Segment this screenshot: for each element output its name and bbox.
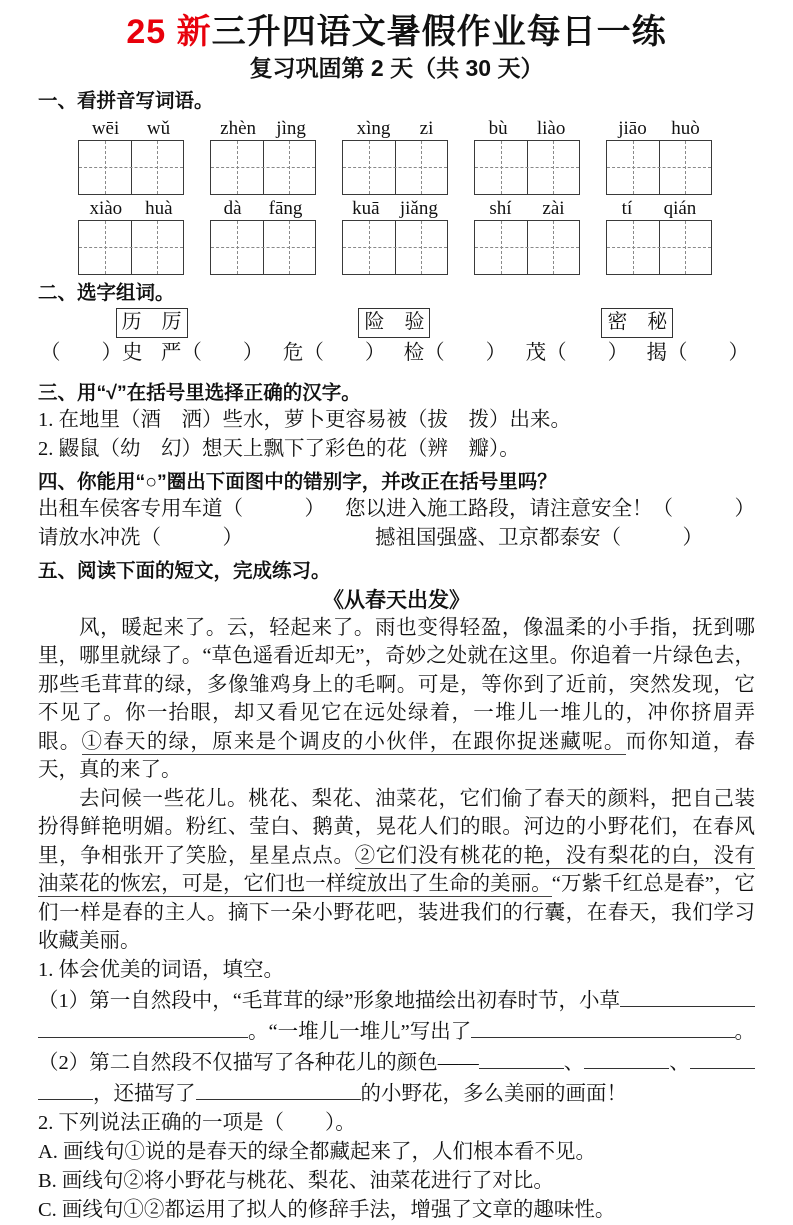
choose-character-groups [40, 308, 749, 368]
answer-blank [479, 1047, 564, 1069]
writing-grid [210, 220, 316, 275]
pinyin-syllable: wǔ [146, 117, 171, 139]
answer-blank [471, 1016, 734, 1038]
pinyin-group [210, 115, 316, 195]
pinyin-syllable: shí [489, 197, 512, 219]
answer-blank [38, 1078, 93, 1100]
fill-blank-item: 茂（ ） [525, 341, 629, 364]
pinyin-group [342, 195, 448, 275]
pinyin-grid-row-1 [78, 115, 755, 195]
essay-paragraph-2 [38, 785, 755, 956]
pinyin-syllable: qián [663, 197, 697, 219]
section4-row-2 [38, 524, 755, 553]
question-text: ，还描写了 [93, 1082, 196, 1105]
question-text: 。 [734, 1020, 755, 1043]
pinyin-syllable: huà [145, 197, 173, 219]
section2-heading: 二、选字组词。 [38, 281, 175, 304]
question-text: 、 [669, 1051, 690, 1074]
question-text: 、 [563, 1051, 585, 1074]
character-choice-box: 历 厉 [116, 308, 188, 338]
choose-character-group [526, 308, 749, 368]
pinyin-group [78, 195, 184, 275]
sign-text: 撼祖国强盛、卫京都泰安（ ） [374, 527, 703, 550]
section4-row-1 [38, 495, 755, 524]
pinyin-syllable: zi [419, 117, 434, 139]
section1-heading: 一、看拼音写词语。 [38, 90, 214, 113]
question1-label: 1. 体会优美的词语，填空。 [38, 958, 284, 981]
pinyin-syllable: bù [488, 117, 508, 139]
writing-grid [78, 140, 184, 195]
pinyin-syllable: xiào [89, 197, 123, 219]
page-title-red-part: 25 新 [126, 13, 212, 51]
pinyin-syllable: kuā [352, 197, 380, 219]
answer-blank [38, 1016, 248, 1038]
pinyin-group [606, 195, 712, 275]
section3-item-2: 2. 鼹鼠（幼 幻）想天上飘下了彩色的花（辨 瓣）。 [38, 438, 520, 461]
character-choice-box: 密 秘 [601, 308, 673, 338]
fill-blank-item: 严（ ） [160, 341, 264, 364]
answer-blank [690, 1047, 755, 1069]
pinyin-group [474, 115, 580, 195]
pinyin-syllable: xìng [356, 117, 391, 139]
pinyin-grid-row-2 [78, 195, 755, 275]
pinyin-syllable: jìng [276, 117, 306, 139]
fill-blank-item: （ ）史 [40, 341, 143, 364]
character-choice-box: 险 验 [358, 308, 430, 338]
answer-blank [620, 985, 755, 1007]
paragraph-text: “万紫千红总是春”，它们一样是春的主人。摘下一朵小野花吧，装进我们的行囊，在春天，我们学习收藏美丽。 [38, 873, 756, 953]
question2-option-c: C. 画线句①②都运用了拟人的修辞手法，增强了文章的趣味性。 [38, 1198, 616, 1221]
question-text: 的小野花，多么美丽的画面！ [360, 1082, 627, 1105]
question1a-line1 [38, 985, 755, 1016]
essay-paragraph-1 [38, 614, 755, 785]
underlined-sentence-2: ②它们没有桃花的艳，没有梨花的白，没有油菜花的恢宏，可是，它们也一样绽放出了生命的美丽。 [38, 844, 756, 896]
question-text: 。“一堆儿一堆儿”写出了 [248, 1020, 472, 1043]
writing-grid [342, 140, 448, 195]
question1b-line2 [38, 1078, 755, 1109]
pinyin-syllable: fāng [268, 197, 303, 219]
page-title [38, 12, 755, 53]
question2-option-b: B. 画线句②将小野花与桃花、梨花、油菜花进行了对比。 [38, 1169, 554, 1192]
pinyin-group [474, 195, 580, 275]
pinyin-syllable: zhèn [220, 117, 257, 139]
fill-blank-item: 检（ ） [403, 341, 507, 364]
essay-title: 《从春天出发》 [323, 587, 470, 612]
section4-heading: 四、你能用“○”圈出下面图中的错别字，并改正在括号里吗？ [38, 471, 557, 494]
question-text: （2）第二自然段不仅描写了各种花儿的颜色—— [38, 1051, 479, 1074]
paragraph-text: 去问候一些花儿。桃花、梨花、油菜花，它们偷了春天的颜料，把自己装扮得鲜艳明媚。粉红、莹白、鹅黄，晃花人们的眼。河边的小野花们，在春风里，争相张开了笑脸，星星点点。 [38, 787, 755, 867]
sign-text: 请放水冲冼（ ） [38, 527, 243, 550]
section3-item-1: 1. 在地里（酒 洒）些水，萝卜更容易被（拔 拨）出来。 [38, 409, 571, 432]
pinyin-group [78, 115, 184, 195]
writing-grid [474, 140, 580, 195]
fill-blank-item: 危（ ） [282, 341, 386, 364]
fill-blank-item: 揭（ ） [646, 341, 749, 364]
answer-blank [584, 1047, 669, 1069]
paragraph-text: 风，暖起来了。云，轻起来了。雨也变得轻盈，像温柔的小手指，抚到哪里，哪里就绿了。“草色遥看近却无”，奇妙之处就在这里。你追着一片绿色去，那些毛茸茸的绿，多像雏鸡身上的毛啊。可是，等你到了近前，突然发现，它不见了。你一抬眼，却又看见它在远处绿着，一堆儿一堆儿的，冲你挤眉弄眼。 [38, 616, 755, 753]
paragraph-text: 而你知道，春天，真的来了。 [38, 730, 755, 782]
question-text: （1）第一自然段中，“毛茸茸的绿”形象地描绘出初春时节，小草 [38, 989, 620, 1012]
choose-character-group [40, 308, 263, 368]
sign-text: 出租车侯客专用车道（ ） [38, 498, 325, 521]
pinyin-group [210, 195, 316, 275]
pinyin-syllable: wēi [91, 117, 120, 139]
writing-grid [342, 220, 448, 275]
writing-grid [474, 220, 580, 275]
pinyin-syllable: huò [671, 117, 700, 139]
writing-grid [78, 220, 184, 275]
writing-grid [606, 220, 712, 275]
page-subtitle: 复习巩固第 2 天（共 30 天） [249, 55, 544, 82]
pinyin-syllable: dà [223, 197, 242, 219]
section3-heading: 三、用“√”在括号里选择正确的汉字。 [38, 381, 361, 404]
answer-blank [196, 1078, 361, 1100]
pinyin-syllable: jiāo [618, 117, 647, 139]
writing-grid [606, 140, 712, 195]
question1b-line1 [38, 1047, 755, 1078]
pinyin-group [606, 115, 712, 195]
pinyin-syllable: tí [621, 197, 633, 219]
pinyin-syllable: zài [542, 197, 565, 219]
question2-option-a: A. 画线句①说的是春天的绿全都藏起来了，人们根本看不见。 [38, 1140, 597, 1163]
question2-label: 2. 下列说法正确的一项是（ ）。 [38, 1111, 356, 1134]
underlined-sentence-1: ①春天的绿，原来是个调皮的小伙伴，在跟你捉迷藏呢。 [81, 730, 626, 753]
pinyin-syllable: jiǎng [399, 197, 438, 219]
pinyin-group [342, 115, 448, 195]
page-title-black-part: 三升四语文暑假作业每日一练 [211, 13, 667, 51]
section5-heading: 五、阅读下面的短文，完成练习。 [38, 560, 331, 583]
writing-grid [210, 140, 316, 195]
pinyin-syllable: liào [536, 117, 566, 139]
choose-character-group [283, 308, 506, 368]
sign-text: 您以进入施工路段，请注意安全！（ ） [345, 498, 755, 521]
question1a-line2 [38, 1016, 755, 1047]
